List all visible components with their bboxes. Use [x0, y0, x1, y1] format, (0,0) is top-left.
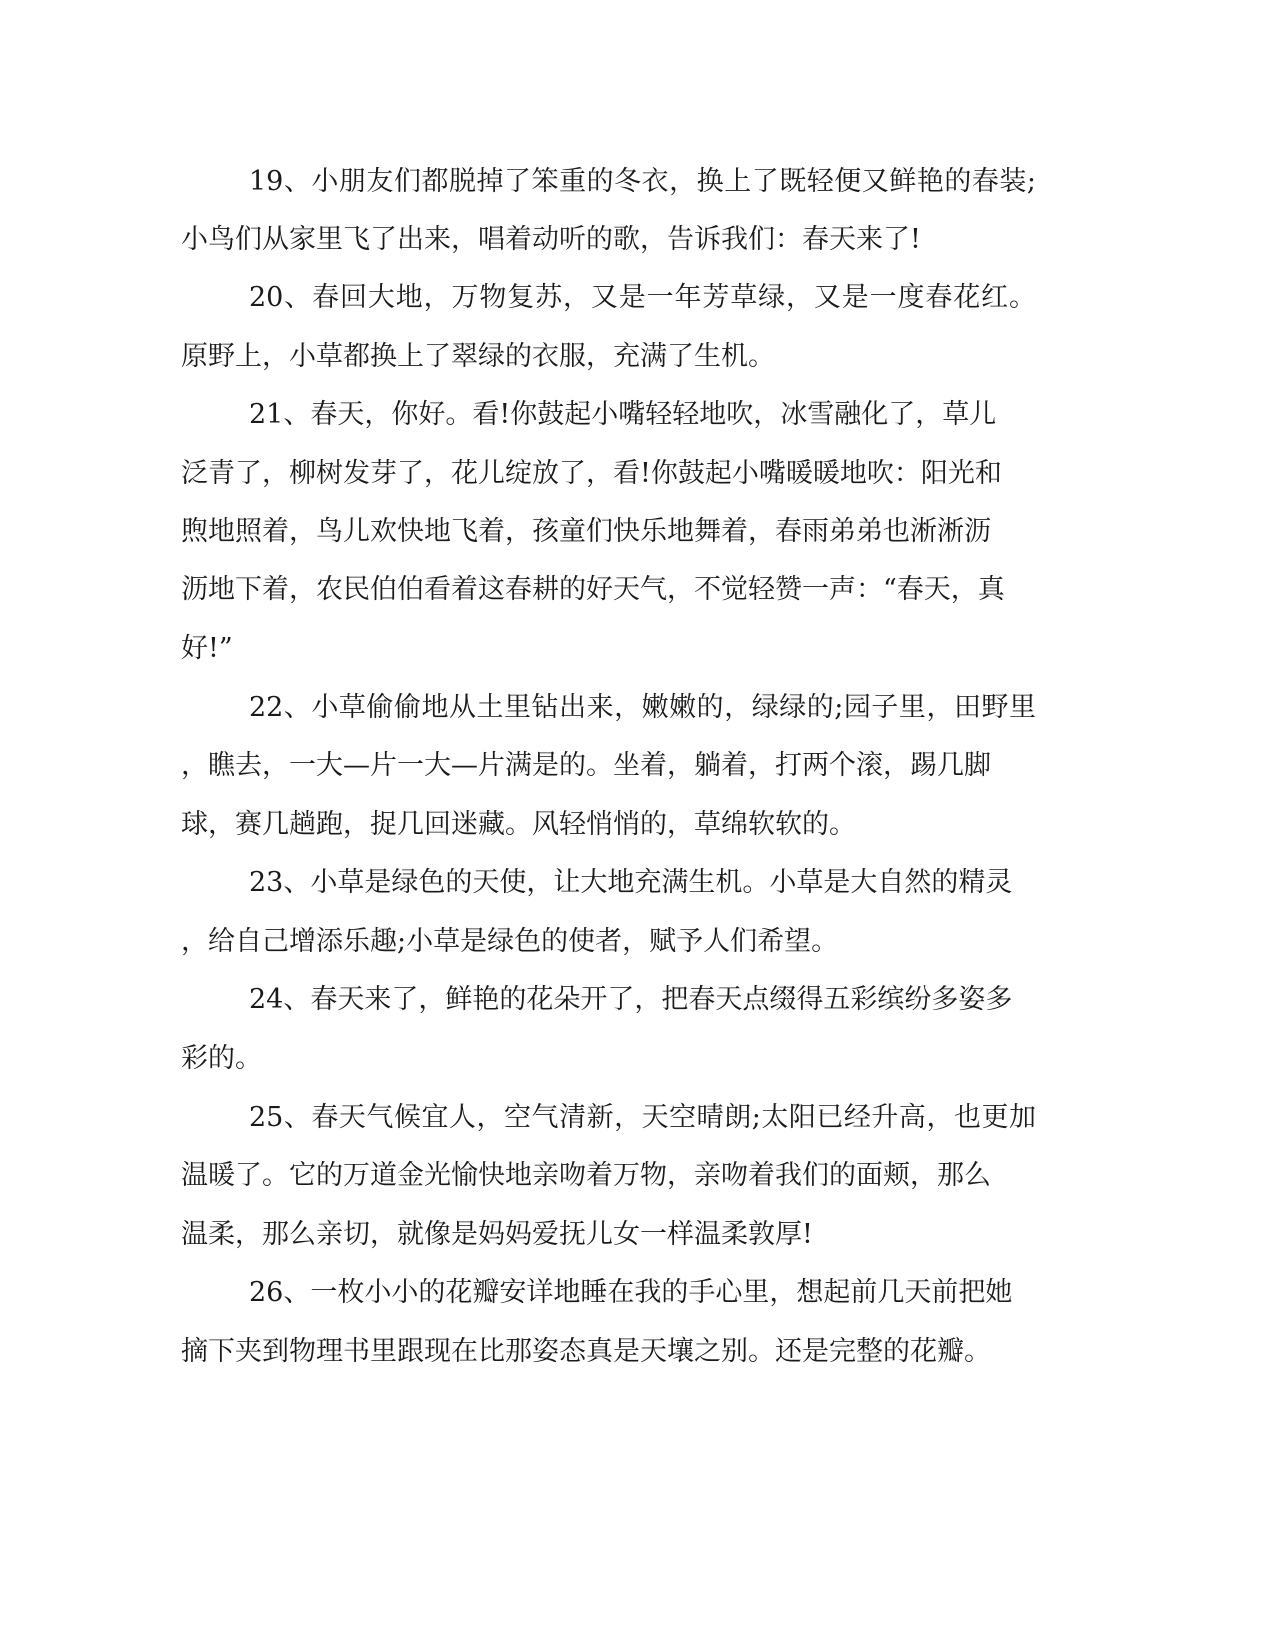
- paragraph-25-line-3: 温柔，那么亲切，就像是妈妈爱抚儿女一样温柔敦厚!: [181, 1219, 813, 1250]
- paragraph-19-line-1: 19、小朋友们都脱掉了笨重的冬衣，换上了既轻便又鲜艳的春装;: [249, 166, 1036, 197]
- paragraph-25-line-1: 25、春天气候宜人，空气清新，天空晴朗;太阳已经升高，也更加: [249, 1102, 1036, 1133]
- paragraph-23-line-1: 23、小草是绿色的天使，让大地充满生机。小草是大自然的精灵: [249, 867, 1013, 898]
- paragraph-21-line-5: 好!”: [181, 633, 233, 664]
- paragraph-20-line-1: 20、春回大地，万物复苏，又是一年芳草绿，又是一度春花红。: [249, 282, 1036, 313]
- paragraph-24-line-1: 24、春天来了，鲜艳的花朵开了，把春天点缀得五彩缤纷多姿多: [249, 984, 1013, 1015]
- paragraph-21-line-3: 煦地照着，鸟儿欢快地飞着，孩童们快乐地舞着，春雨弟弟也淅淅沥: [181, 516, 991, 547]
- paragraph-23-line-2: ，给自己增添乐趣;小草是绿色的使者，赋予人们希望。: [181, 926, 839, 957]
- paragraph-22-line-3: 球，赛几趟跑，捉几回迷藏。风轻悄悄的，草绵软软的。: [181, 809, 856, 840]
- paragraph-24-line-2: 彩的。: [181, 1043, 262, 1074]
- paragraph-21-line-4: 沥地下着，农民伯伯看着这春耕的好天气，不觉轻赞一声：“春天，真: [181, 574, 1005, 605]
- paragraph-19-line-2: 小鸟们从家里飞了出来，唱着动听的歌，告诉我们：春天来了!: [181, 224, 921, 255]
- paragraph-26-line-2: 摘下夹到物理书里跟现在比那姿态真是天壤之别。还是完整的花瓣。: [181, 1336, 991, 1367]
- paragraph-22-line-1: 22、小草偷偷地从土里钻出来，嫩嫩的，绿绿的;园子里，田野里: [249, 692, 1036, 723]
- paragraph-21-line-1: 21、春天，你好。看!你鼓起小嘴轻轻地吹，冰雪融化了，草儿: [249, 399, 997, 430]
- paragraph-21-line-2: 泛青了，柳树发芽了，花儿绽放了，看!你鼓起小嘴暖暖地吹：阳光和: [181, 458, 1002, 489]
- paragraph-22-line-2: ，瞧去，一大—片一大—片满是的。坐着，躺着，打两个滚，踢几脚: [181, 750, 991, 781]
- paragraph-20-line-2: 原野上，小草都换上了翠绿的衣服，充满了生机。: [181, 341, 775, 372]
- paragraph-25-line-2: 温暖了。它的万道金光愉快地亲吻着万物，亲吻着我们的面颊，那么: [181, 1160, 991, 1191]
- paragraph-26-line-1: 26、一枚小小的花瓣安详地睡在我的手心里，想起前几天前把她: [249, 1277, 1013, 1308]
